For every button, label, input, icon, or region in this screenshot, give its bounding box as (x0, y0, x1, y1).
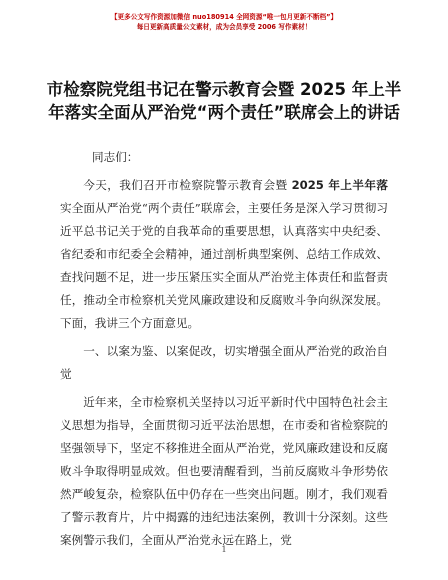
paragraph-intro-emphasis: 2025 年上半年落 (291, 178, 389, 192)
paragraph-intro (60, 174, 388, 335)
document-title: 市检察院党组书记在警示教育会暨 2025 年上半年落实全面从严治党“两个责任”联席会上的讲话 (46, 80, 402, 122)
paragraph-section1: 近年来，全市检察机关坚持以习近平新时代中国特色社会主义思想为指导，全面贯彻习近平法治思想，在市委和省检察院的坚强领导下，坚定不移推进全面从严治党，党风廉政建设和反腐败斗争取得明显成效。但也要清醒看到，当前反腐败斗争形势依然严峻复杂，检察队伍中仍存在一些突出问题。刚才，我们观看了警示教育片，片中揭露的违纪违法案例，教训十分深刻。这些案例警示我们，全面从严治党永远在路上，党 (60, 395, 388, 547)
banner-line-2: 每日更新高质量公文素材，成为会员享受 2006 写作素材！ (136, 23, 312, 31)
page-number: 1 (221, 545, 227, 554)
paragraph-intro-rest: 实全面从严治党“两个责任”联席会，主要任务是深入学习贯彻习近平总书记关于党的自我革命的重要思想，认真落实中央纪委、省纪委和市纪委全会精神，通过剖析典型案例、总结工作成效、查找问题不足，进一步压紧压实全面从严治党主体责任和监督责任，推动全市检察机关党风廉政建设和反腐败斗争向纵深发展。下面，我讲三个方面意见。 (60, 201, 388, 330)
paragraph-intro-lead: 今天，我们召开市检察院警示教育会暨 (83, 178, 292, 192)
promo-banner (0, 12, 448, 32)
salutation: 同志们： (92, 150, 139, 164)
section-heading-1: 一、以案为鉴、以案促改，切实增强全面从严治党的政治自觉 (60, 344, 388, 381)
banner-line-1: 【更多公文写作资源加微信 nuo180914 全网资源“唯一包月更新不断档”】 (110, 13, 338, 21)
document-body (60, 146, 388, 552)
